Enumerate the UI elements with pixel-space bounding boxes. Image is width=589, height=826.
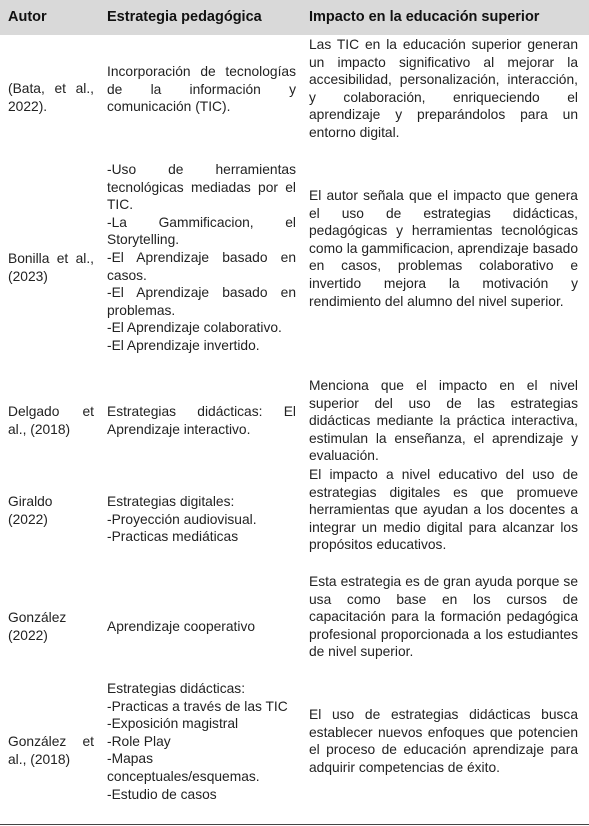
impact-cell: El uso de estrategias didácticas busca establecer nuevos enfoques que potencien el proceso de educación aprendizaje para adquirir competencias de éxito. [309,707,578,775]
strategy-line: -El Aprendizaje basado en casos. [107,249,296,283]
strategy-cell [107,161,296,355]
strategy-line: -Uso de herramientas tecnológicas mediadas por el TIC. [107,162,296,213]
impact-cell: Las TIC en la educación superior generan un impacto significativo al mejorar la accesibilidad, personalización, interacción, y colaboración, enriqueciendo el aprendizaje y preparándolos para un entorno digital. [309,37,578,140]
strategy-line: -El Aprendizaje colaborativo. [107,320,282,336]
author-cell: Delgado et al., (2018) [8,404,94,437]
strategy-line: Estrategias didácticas: [107,681,246,696]
strategy-cell [107,680,296,803]
strategy-line: Estrategias digitales: [107,494,235,509]
impact-cell: El impacto a nivel educativo del uso de estrategias digitales es que promueve herramientas que ayudan a los docentes a integrar un medio digital para alcanzar los propósitos educativos. [309,467,578,553]
strategy-cell: Aprendizaje cooperativo [107,619,256,634]
strategy-line: -La Gammificacion, el Storytelling. [107,214,296,248]
author-cell: (Bata, et al., 2022). [8,81,94,114]
author-cell: González (2022) [8,610,67,643]
strategy-line: -Estudio de casos [107,786,217,802]
strategy-line: -Mapas conceptuales/esquemas. [107,751,260,784]
strategy-line: -Proyección audiovisual. [107,511,257,527]
strategy-line: -El Aprendizaje invertido. [107,337,260,353]
strategy-cell [107,493,296,546]
impact-cell: Menciona que el impacto en el nivel superior del uso de las estrategias didácticas mediante la práctica interactiva, estimulan la enseñanza, el aprendizaje y evaluación. [309,378,578,464]
strategy-line: -Role Play [107,733,171,749]
strategy-cell: Incorporación de tecnologías de la información y comunicación (TIC). [107,64,296,115]
strategy-cell: Estrategias didácticas: El Aprendizaje interactivo. [107,404,296,437]
header-impact: Impacto en la educación superior [309,9,540,25]
header-author: Autor [8,9,47,25]
strategy-line: -Exposición magistral [107,716,239,732]
header-strategy: Estrategia pedagógica [107,9,262,25]
strategy-line: -Practicas a través de las TIC [107,698,288,714]
author-cell: Bonilla et al., (2023) [8,251,94,284]
author-cell: Giraldo (2022) [8,494,53,527]
author-cell: González et al., (2018) [8,734,94,767]
impact-cell: Esta estrategia es de gran ayuda porque se usa como base en los cursos de capacitación para la formación pedagógica profesional proporcionada a los estudiantes de nivel superior. [309,574,578,660]
strategy-line: -El Aprendizaje basado en problemas. [107,285,296,318]
table-bottom-border [0,824,589,825]
table-header [0,0,589,35]
impact-cell: El autor señala que el impacto que genera el uso de estrategias didácticas, pedagógicas y herramientas tecnológicas como la gammificacion, aprendizaje basado en casos, problemas colaborativo e invertido mejora la motivación y rendimiento del alumno del nivel superior. [309,188,578,309]
strategy-line: -Practicas mediáticas [107,529,239,545]
